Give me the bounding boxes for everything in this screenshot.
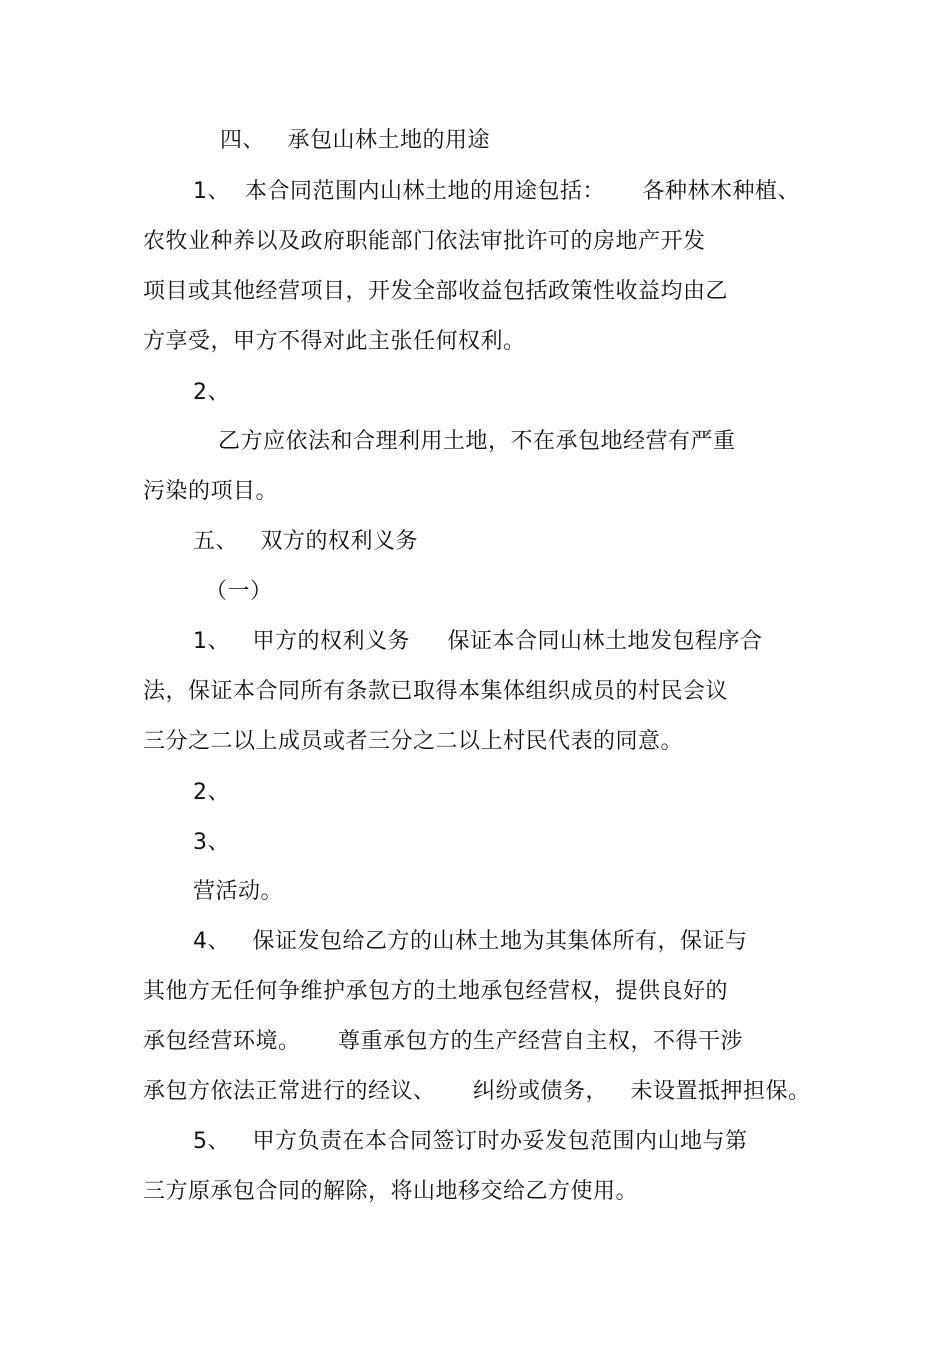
paragraph-line: 法，保证本合同所有条款已取得本集体组织成员的村民会议 <box>143 679 729 704</box>
list-number: 2、 <box>193 780 230 805</box>
paragraph-line: 1、 甲方的权利义务 保证本合同山林土地发包程序合 <box>193 629 763 654</box>
subheading: （一） <box>205 579 273 604</box>
paragraph-line: 污染的项目。 <box>143 479 279 504</box>
paragraph-line: 项目或其他经营项目，开发全部收益包括政策性收益均由乙 <box>143 279 729 304</box>
paragraph-line: 承包方依法正常进行的经议、 纠纷或债务， 未设置抵押担保。 <box>143 1079 811 1104</box>
heading-section-4: 四、 承包山林土地的用途 <box>220 128 490 153</box>
list-number: 2、 <box>193 380 230 405</box>
paragraph-line: 5、 甲方负责在本合同签订时办妥发包范围内山地与第 <box>193 1129 748 1154</box>
paragraph-line: 承包经营环境。 尊重承包方的生产经营自主权，不得干涉 <box>143 1029 743 1054</box>
paragraph-line: 方享受，甲方不得对此主张任何权利。 <box>143 329 526 354</box>
paragraph-line: 乙方应依法和合理利用土地，不在承包地经营有严重 <box>218 429 736 454</box>
paragraph-line: 1、 本合同范围内山林土地的用途包括： 各种林木种植、 <box>193 179 800 204</box>
paragraph-line: 其他方无任何争维护承包方的土地承包经营权，提供良好的 <box>143 979 729 1004</box>
paragraph-line: 4、 保证发包给乙方的山林土地为其集体所有，保证与 <box>193 929 748 954</box>
heading-section-5: 五、 双方的权利义务 <box>193 529 418 554</box>
paragraph-line: 营活动。 <box>193 879 284 904</box>
paragraph-line: 三分之二以上成员或者三分之二以上村民代表的同意。 <box>143 729 684 754</box>
paragraph-line: 三方原承包合同的解除，将山地移交给乙方使用。 <box>143 1179 639 1204</box>
paragraph-line: 农牧业种养以及政府职能部门依法审批许可的房地产开发 <box>143 229 706 254</box>
list-number: 3、 <box>193 830 230 855</box>
